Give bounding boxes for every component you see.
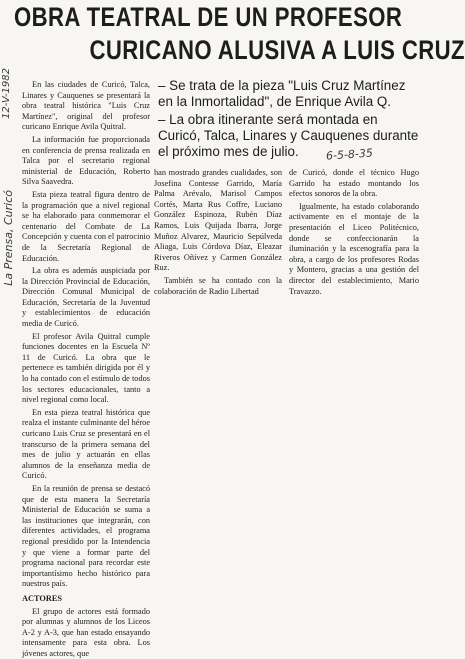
- headline-line-2: CURICANO ALUSIVA A LUIS CRUZ: [14, 37, 342, 64]
- paragraph: Igualmente, ha estado colaborando activamente en el montaje de la presentación el Liceo Politécnico, donde se confeccionarán la iluminación y la escenografía para la obra, a cargo de los profesores Rodas y Montero, gracias a una gestión del director del establecimiento, Mario Travazzo.: [289, 202, 419, 297]
- paragraph: El profesor Avila Quitral cumple funciones docentes en la Escuela Nº 11 de Curicó. La obra que le pertenece es también dirigida por él y lo ha contado con el estímulo de todos los sectores educacionales, tanto a nivel regional como local.: [22, 332, 150, 406]
- paragraph: El grupo de actores está formado por alumnas y alumnos de los Liceos A-2 y A-3, que han estado ensayando intensamente para esta obra. Los jóvenes actores, que: [22, 607, 150, 659]
- paragraph: de Curicó, donde el técnico Hugo Garrido ha estado montando los efectos sonoros de la obra.: [289, 168, 419, 200]
- article-column-2: [154, 168, 282, 299]
- article-column-3: [289, 168, 419, 299]
- deck-line: – Se trata de la pieza "Luis Cruz Martínez en la Inmortalidad", de Enrique Avila Q.: [158, 78, 420, 111]
- deck: [158, 78, 420, 161]
- handwritten-ref-code: 6-5-8-35: [326, 146, 374, 162]
- handwritten-source: La Prensa, Curicó: [2, 190, 15, 286]
- paragraph: La obra es además auspiciada por la Dirección Provincial de Educación, Dirección Comunal Municipal de Educación, Secretaría de la Juventud y establecimientos de educación media de Curicó.: [22, 266, 150, 330]
- headline: [14, 4, 342, 64]
- handwritten-date: 12-V-1982: [1, 68, 12, 119]
- headline-line-1: OBRA TEATRAL DE UN PROFESOR: [14, 4, 342, 31]
- paragraph: Esta pieza teatral figura dentro de la programación que a nivel regional se ha elaborado para conmemorar el centenario del Combate de La Concepción y cuenta con el patrocinio de la Secretaría Regional de Educación.: [22, 190, 150, 264]
- article-column-1: [22, 80, 150, 598]
- paragraph: En esta pieza teatral histórica que realza el instante culminante del héroe curicano Luis Cruz se presentará en el transcurso de la primera semana del mes de julio y actuarán en ellas alumnos de la enseñanza media de Curicó.: [22, 408, 150, 482]
- paragraph: En las ciudades de Curicó, Talca, Linares y Cauquenes se presentará la obra teatral histórica "Luis Cruz Martínez", original del profesor curicano Enrique Avila Quitral.: [22, 80, 150, 133]
- subhead: ACTORES: [22, 594, 150, 605]
- paragraph: En la reunión de prensa se destacó que de esta manera la Secretaría Ministerial de Educación se suma a las instituciones que integrarán, con diferentes actividades, el programa regional presidido por la Intendencia y que viene a formar parte del programa nacional para recordar este importantísimo hecho histórico para nuestros país.: [22, 484, 150, 590]
- paragraph: han mostrado grandes cualidades, son Josefina Contesse Garrido, María Palma Arévalo, Marisol Campos Cortés, Marta Rus Coffre, Luciano González Espinoza, Rubén Díaz Ramos, Luis Quijada Ibarra, Jorge Muñoz Alvarez, Mauricio Sepúlveda Aliaga, Luis Córdova Díaz, Eleazar Riveros Oñívez y Carmen González Ruz.: [154, 168, 282, 274]
- paragraph: También se ha contado con la colaboración de Radio Libertad: [154, 276, 282, 297]
- deck-line: – La obra itinerante será montada en Curicó, Talca, Linares y Cauquenes durante el próximo mes de julio.: [158, 112, 420, 161]
- paragraph: La información fue proporcionada en conferencia de prensa realizada en Talca por el secretario regional ministerial de Educación, Roberto Silva Saavedra.: [22, 135, 150, 188]
